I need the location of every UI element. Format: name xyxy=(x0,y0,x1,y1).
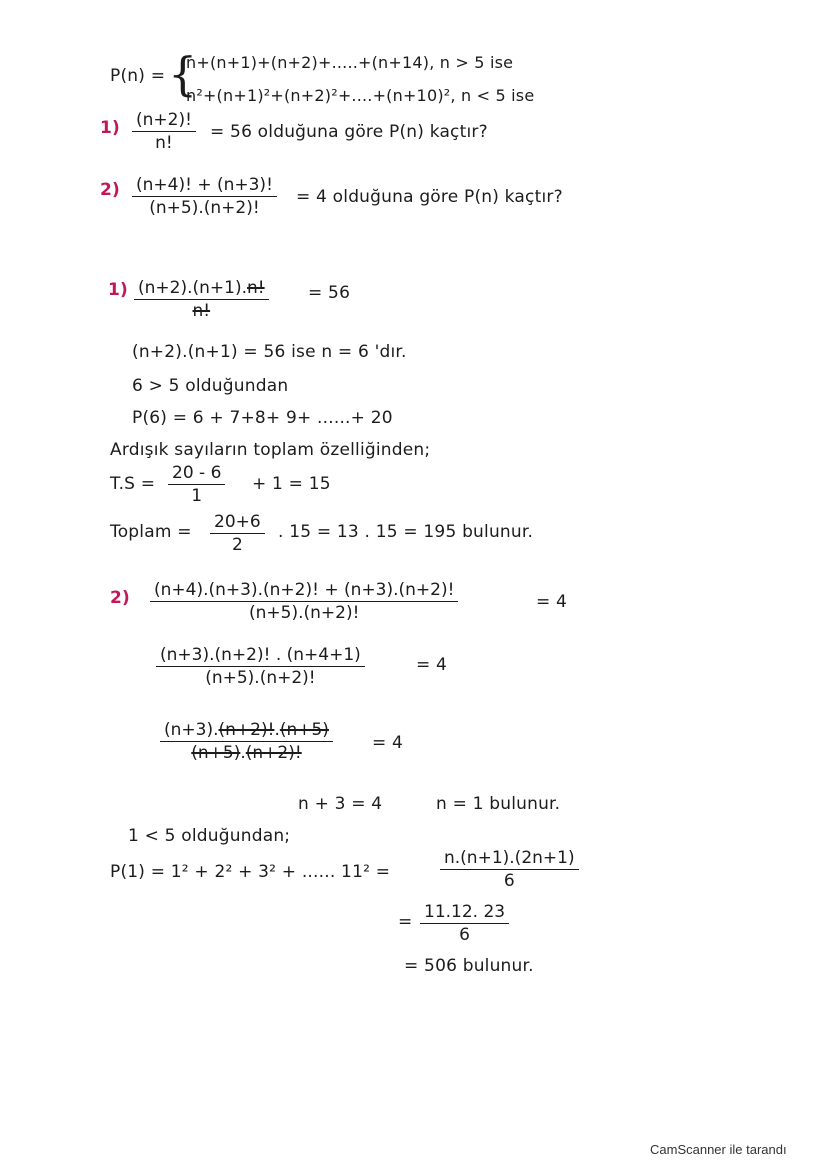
p1-fraction-1 xyxy=(440,848,579,891)
solution-2-f2-denominator: (n+5).(n+2)! xyxy=(205,668,316,688)
solution-2-f3-bottom-a: (n+5) xyxy=(191,743,241,763)
p1-f2-denominator: 6 xyxy=(459,925,470,945)
scanner-watermark: CamScanner ile tarandı xyxy=(650,1142,787,1157)
solution-2-f3-top-a: (n+3). xyxy=(164,720,219,740)
p1-final: = 506 bulunur. xyxy=(404,956,534,976)
piecewise-brace: { xyxy=(168,47,198,101)
piecewise-case-1: n+(n+1)+(n+2)+.....+(n+14), n > 5 ise xyxy=(186,53,514,72)
question-2-fraction xyxy=(132,175,277,218)
sum-fraction xyxy=(210,512,265,555)
solution-1-top-cancelled: n! xyxy=(247,278,265,298)
sum-denominator: 2 xyxy=(231,535,243,555)
question-2-denominator: (n+5).(n+2)! xyxy=(149,198,260,218)
ts-label: T.S = xyxy=(110,474,156,494)
solution-2-fraction-3 xyxy=(160,720,333,763)
solution-1-line-d: Ardışık sayıların toplam özelliğinden; xyxy=(110,440,431,460)
solution-2-f3-top-b: (n+2)! xyxy=(218,720,275,740)
p1-fraction-2 xyxy=(420,902,509,945)
question-2-number: 2) xyxy=(100,180,120,200)
solution-2-f1-numerator: (n+4).(n+3).(n+2)! + (n+3).(n+2)! xyxy=(154,580,455,600)
solution-2-fraction-1 xyxy=(150,580,458,623)
solution-1-number: 1) xyxy=(108,280,128,300)
solution-2-number: 2) xyxy=(110,588,130,608)
solution-2-f3-top-c: . xyxy=(274,720,280,740)
solution-2-f2-result: = 4 xyxy=(416,655,448,675)
ts-numerator: 20 - 6 xyxy=(172,463,222,483)
question-1-text: = 56 olduğuna göre P(n) kaçtır? xyxy=(210,122,488,142)
question-2-text: = 4 olduğuna göre P(n) kaçtır? xyxy=(296,187,563,207)
piecewise-case-2: n²+(n+1)²+(n+2)²+....+(n+10)², n < 5 ise xyxy=(186,86,535,105)
solution-1-bottom-cancelled: n! xyxy=(192,301,211,321)
p1-eq2: = xyxy=(398,912,413,932)
sum-result: . 15 = 13 . 15 = 195 bulunur. xyxy=(278,522,534,542)
question-1-numerator: (n+2)! xyxy=(136,110,192,130)
solution-1-line-c: P(6) = 6 + 7+8+ 9+ ......+ 20 xyxy=(132,408,393,428)
question-2-numerator: (n+4)! + (n+3)! xyxy=(136,175,273,195)
sum-label: Toplam = xyxy=(110,522,192,542)
solution-1-result: = 56 xyxy=(308,283,351,303)
ts-fraction xyxy=(168,463,225,506)
solution-2-f3-top-d: (n+5) xyxy=(279,720,329,740)
question-1-number: 1) xyxy=(100,118,120,138)
solution-2-f3-bottom-b: . xyxy=(240,743,246,763)
solution-2-f3-bottom-c: (n+2)! xyxy=(245,743,302,763)
ts-denominator: 1 xyxy=(191,486,203,506)
solution-1-line-a: (n+2).(n+1) = 56 ise n = 6 'dır. xyxy=(132,342,407,362)
solution-2-equation: n + 3 = 4 xyxy=(298,794,383,814)
sum-numerator: 20+6 xyxy=(214,512,261,532)
p1-f1-denominator: 6 xyxy=(503,871,515,891)
solution-2-f2-numerator: (n+3).(n+2)! . (n+4+1) xyxy=(160,645,361,665)
solution-1-line-b: 6 > 5 olduğundan xyxy=(132,376,289,396)
p1-f2-numerator: 11.12. 23 xyxy=(424,902,506,922)
solution-2-f1-denominator: (n+5).(n+2)! xyxy=(248,603,360,623)
p1-lhs: P(1) = 1² + 2² + 3² + ...... 11² = xyxy=(110,862,391,882)
solution-1-top: (n+2).(n+1). xyxy=(138,278,248,298)
p1-f1-numerator: n.(n+1).(2n+1) xyxy=(444,848,575,868)
question-1-fraction xyxy=(132,110,196,153)
question-1-denominator: n! xyxy=(155,133,173,153)
solution-2-f1-result: = 4 xyxy=(536,592,568,612)
ts-result: + 1 = 15 xyxy=(252,474,331,494)
solution-2-answer-n: n = 1 bulunur. xyxy=(436,794,561,814)
solution-2-fraction-2 xyxy=(156,645,365,688)
piecewise-lhs: P(n) = xyxy=(110,66,166,86)
solution-2-condition: 1 < 5 olduğundan; xyxy=(128,826,291,846)
solution-2-f3-result: = 4 xyxy=(372,733,404,753)
solution-1-fraction xyxy=(134,278,269,321)
